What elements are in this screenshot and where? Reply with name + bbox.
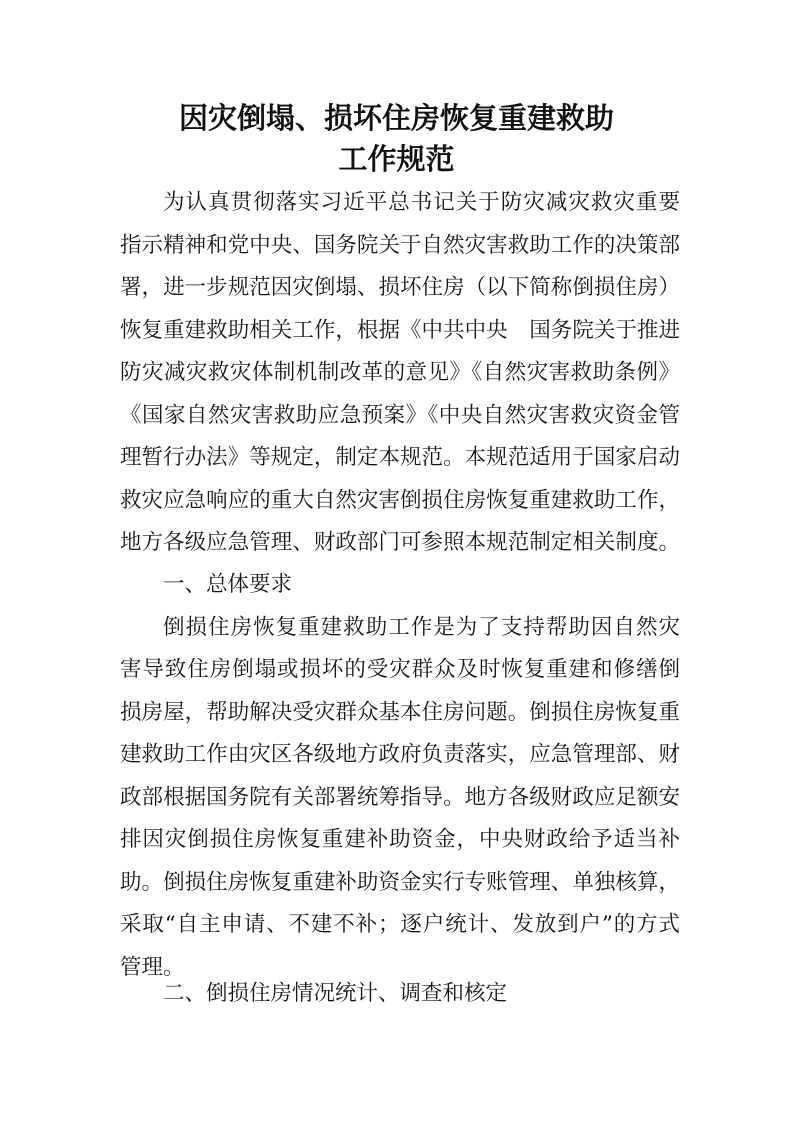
paragraph-line: 地方各级应急管理、财政部门可参照本规范制定相关制度。 [120,530,680,555]
section-heading-2: 二、倒损住房情况统计、调查和核定 [163,981,508,1006]
paragraph-line: 损房屋，帮助解决受灾群众基本住房问题。倒损住房恢复重 [120,700,680,725]
paragraph-line: 排因灾倒损住房恢复重建补助资金，中央财政给予适当补 [120,827,680,852]
paragraph-line: 害导致住房倒塌或损坏的受灾群众及时恢复重建和修缮倒 [120,657,680,682]
paragraph-line: 署，进一步规范因灾倒塌、损坏住房（以下简称倒损住房） [120,275,680,300]
paragraph-line: 助。倒损住房恢复重建补助资金实行专账管理、单独核算， [120,870,680,895]
paragraph-line: 管理。 [120,955,185,980]
paragraph-line: 救灾应急响应的重大自然灾害倒损住房恢复重建救助工作， [120,488,680,513]
paragraph-line: 恢复重建救助相关工作，根据《中共中央 国务院关于推进 [120,318,680,343]
section-heading-1: 一、总体要求 [163,572,293,597]
paragraph-line: 《国家自然灾害救助应急预案》《中央自然灾害救灾资金管 [120,403,680,428]
paragraph-line: 建救助工作由灾区各级地方政府负责落实，应急管理部、财 [120,742,680,767]
document-title-line-2: 工作规范 [338,142,455,176]
document-title-line-1: 因灾倒塌、损坏住房恢复重建救助 [178,101,614,135]
paragraph-line: 采取“自主申请、不建不补；逐户统计、发放到户”的方式 [120,912,680,937]
paragraph-line: 倒损住房恢复重建救助工作是为了支持帮助因自然灾 [163,615,680,640]
paragraph-line: 防灾减灾救灾体制机制改革的意见》《自然灾害救助条例》 [120,360,680,385]
paragraph-line: 指示精神和党中央、国务院关于自然灾害救助工作的决策部 [120,233,680,258]
paragraph-line: 理暂行办法》等规定，制定本规范。本规范适用于国家启动 [120,445,680,470]
paragraph-line: 政部根据国务院有关部署统筹指导。地方各级财政应足额安 [120,785,680,810]
paragraph-line: 为认真贯彻落实习近平总书记关于防灾减灾救灾重要 [163,190,680,215]
